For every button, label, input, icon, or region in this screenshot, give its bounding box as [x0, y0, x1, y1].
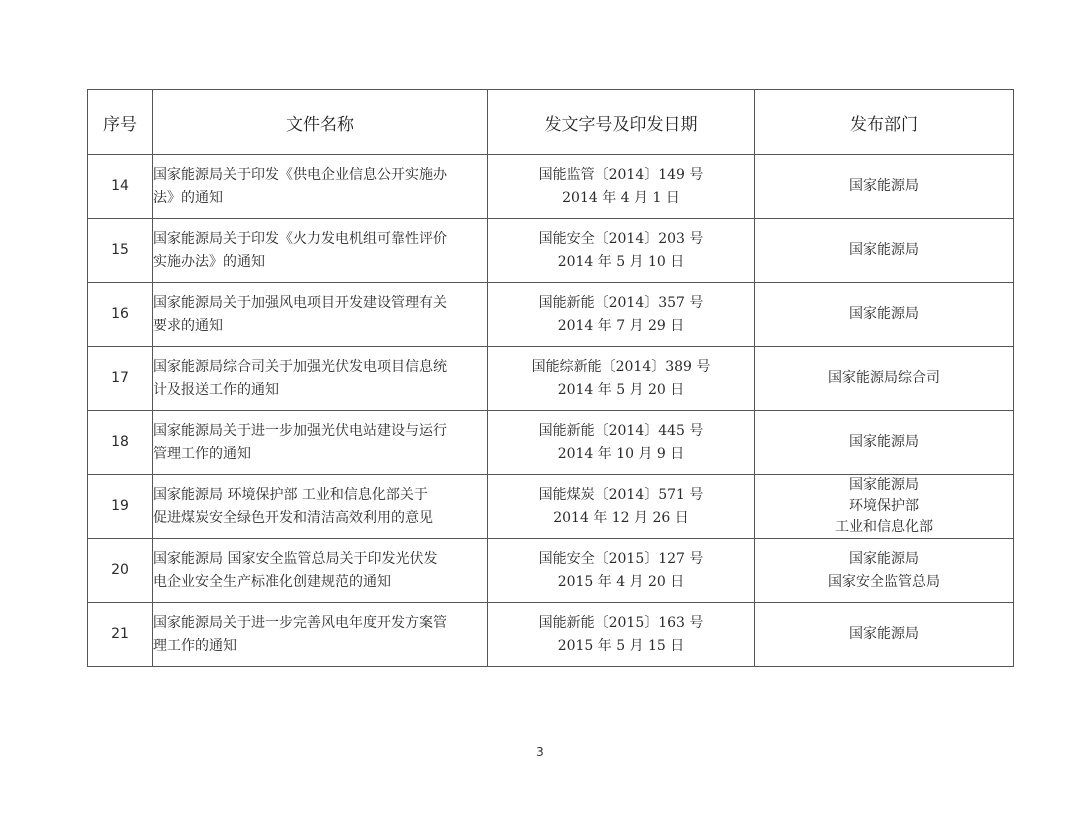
- issue-code-date-cell: [488, 411, 755, 475]
- serial-number-cell: 20: [88, 539, 153, 603]
- serial-number-cell: 17: [88, 347, 153, 411]
- department-name: 国家能源局: [849, 550, 919, 567]
- issuing-department-cell: [755, 283, 1014, 347]
- issue-code-date-cell: [488, 539, 755, 603]
- document-name-line: 法》的通知: [153, 189, 223, 206]
- department-name: 国家能源局: [849, 434, 919, 450]
- issue-code-date-cell: [488, 219, 755, 283]
- department-name: 国家能源局: [849, 477, 919, 493]
- document-name-cell: [153, 603, 488, 667]
- document-name-cell: [153, 347, 488, 411]
- issue-code-date-cell: [488, 603, 755, 667]
- serial-number-cell: 19: [88, 475, 153, 539]
- header-issue-code-date: 发文字号及印发日期: [488, 90, 755, 155]
- table-row: [88, 475, 1014, 539]
- document-name-line: 电企业安全生产标准化创建规范的通知: [153, 573, 391, 590]
- issuing-department-cell: [755, 603, 1014, 667]
- document-name-line: 国家能源局关于进一步完善风电年度开发方案管: [153, 614, 447, 631]
- issue-code: 国能新能〔2014〕445 号: [538, 422, 704, 439]
- table-body: [88, 155, 1014, 667]
- issuing-department-cell: [755, 475, 1014, 539]
- serial-number-cell: 18: [88, 411, 153, 475]
- document-name-line: 理工作的通知: [153, 637, 237, 654]
- table-row: [88, 603, 1014, 667]
- issue-code-date-cell: [488, 347, 755, 411]
- document-name-line: 国家能源局 环境保护部 工业和信息化部关于: [153, 486, 428, 503]
- issue-date: 2014 年 5 月 20 日: [557, 381, 685, 398]
- issue-date: 2014 年 12 月 26 日: [553, 509, 689, 526]
- issue-code: 国能综新能〔2014〕389 号: [531, 358, 711, 375]
- table-row: [88, 283, 1014, 347]
- document-name-line: 国家能源局关于印发《供电企业信息公开实施办: [153, 166, 447, 183]
- header-document-name: 文件名称: [153, 90, 488, 155]
- issue-code: 国能监管〔2014〕149 号: [538, 166, 704, 183]
- document-name-cell: [153, 283, 488, 347]
- issue-date: 2014 年 10 月 9 日: [557, 445, 685, 462]
- issue-code: 国能安全〔2014〕203 号: [538, 230, 704, 247]
- serial-number-cell: 16: [88, 283, 153, 347]
- document-name-cell: [153, 155, 488, 219]
- issue-date: 2014 年 7 月 29 日: [557, 317, 685, 334]
- issue-code: 国能煤炭〔2014〕571 号: [538, 486, 704, 503]
- issue-code-date-cell: [488, 283, 755, 347]
- issue-code-date-cell: [488, 155, 755, 219]
- department-name: 国家能源局: [849, 306, 919, 322]
- issue-code: 国能新能〔2015〕163 号: [538, 614, 704, 631]
- document-name-line: 促进煤炭安全绿色开发和清洁高效利用的意见: [153, 509, 433, 526]
- page-number: 3: [536, 745, 544, 759]
- department-name: 工业和信息化部: [835, 519, 933, 535]
- header-issuing-department: 发布部门: [755, 90, 1014, 155]
- serial-number-cell: 14: [88, 155, 153, 219]
- department-name: 国家能源局: [849, 242, 919, 258]
- table-row: [88, 155, 1014, 219]
- serial-number-cell: 15: [88, 219, 153, 283]
- document-name-line: 国家能源局 国家安全监管总局关于印发光伏发: [153, 550, 438, 567]
- department-name: 国家安全监管总局: [828, 573, 940, 590]
- document-name-line: 国家能源局关于加强风电项目开发建设管理有关: [153, 294, 447, 311]
- document-name-cell: [153, 539, 488, 603]
- document-name-line: 国家能源局关于进一步加强光伏电站建设与运行: [153, 422, 447, 439]
- document-name-line: 实施办法》的通知: [153, 253, 265, 270]
- issuing-department-cell: [755, 539, 1014, 603]
- department-name: 国家能源局: [849, 626, 919, 642]
- issue-code-date-cell: [488, 475, 755, 539]
- document-list-table: [87, 89, 1014, 667]
- issuing-department-cell: [755, 155, 1014, 219]
- table-row: [88, 539, 1014, 603]
- issuing-department-cell: [755, 411, 1014, 475]
- header-serial-number: 序号: [88, 90, 153, 155]
- document-name-cell: [153, 411, 488, 475]
- issue-date: 2015 年 4 月 20 日: [557, 573, 685, 590]
- table-row: [88, 411, 1014, 475]
- issue-date: 2014 年 4 月 1 日: [562, 189, 680, 206]
- table-header-row: [88, 90, 1014, 155]
- table-row: [88, 347, 1014, 411]
- document-name-line: 管理工作的通知: [153, 445, 251, 462]
- issue-date: 2015 年 5 月 15 日: [557, 637, 685, 654]
- issue-code: 国能安全〔2015〕127 号: [538, 550, 704, 567]
- document-name-line: 计及报送工作的通知: [153, 381, 279, 398]
- department-name: 国家能源局综合司: [828, 370, 940, 386]
- table-row: [88, 219, 1014, 283]
- serial-number-cell: 21: [88, 603, 153, 667]
- issuing-department-cell: [755, 219, 1014, 283]
- issuing-department-cell: [755, 347, 1014, 411]
- document-name-cell: [153, 475, 488, 539]
- document-name-line: 国家能源局关于印发《火力发电机组可靠性评价: [153, 230, 447, 247]
- department-name: 国家能源局: [849, 178, 919, 194]
- document-name-line: 国家能源局综合司关于加强光伏发电项目信息统: [153, 358, 447, 375]
- issue-date: 2014 年 5 月 10 日: [557, 253, 685, 270]
- document-name-line: 要求的通知: [153, 317, 223, 334]
- issue-code: 国能新能〔2014〕357 号: [538, 294, 704, 311]
- department-name: 环境保护部: [849, 498, 919, 514]
- document-name-cell: [153, 219, 488, 283]
